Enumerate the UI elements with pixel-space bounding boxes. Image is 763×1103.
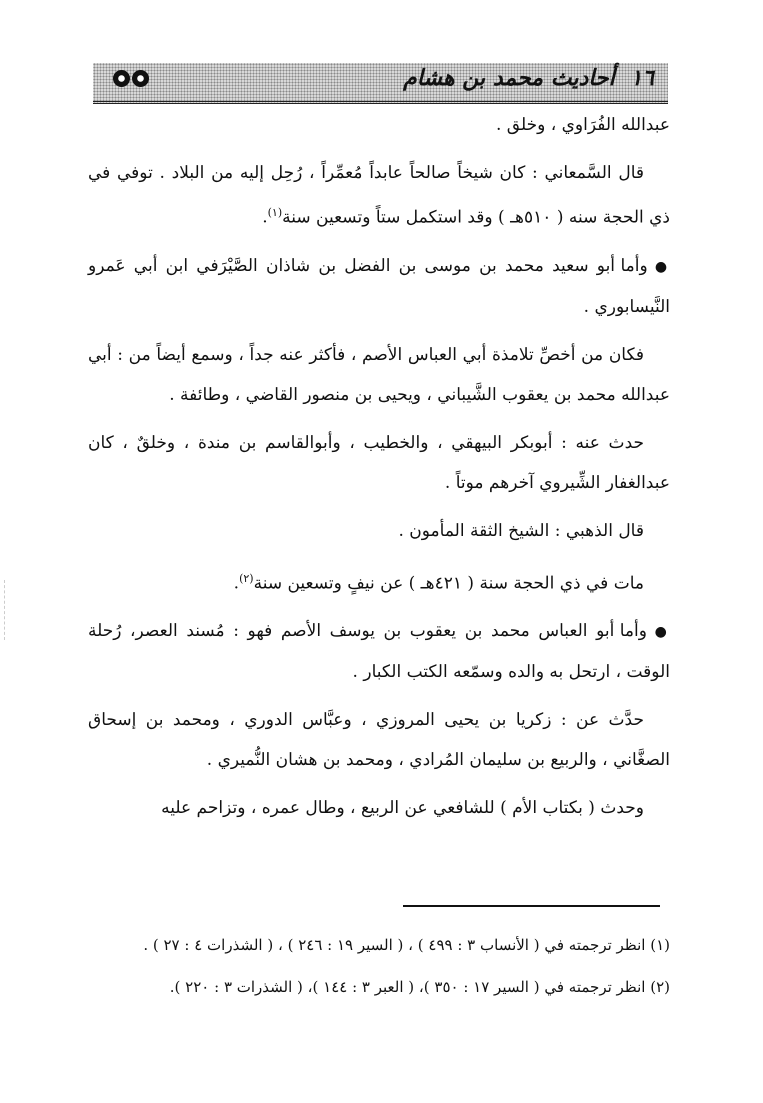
ornament-circle-icon xyxy=(113,70,130,87)
paragraph: حدث عنه : أبوبكر البيهقي ، والخطيب ، وأبوالقاسم بن مندة ، وخلقٌ ، كان عبدالغفار الشِّيروي آخرهم موتاً . xyxy=(88,432,670,493)
header-ornament-icon xyxy=(113,70,149,87)
book-title: أحاديث محمد بن هشام xyxy=(403,66,615,91)
paragraph: قال السَّمعاني : كان شيخاً صالحاً عابداً مُعمِّراً ، رُحِل إليه من البلاد . توفي في ذي الحجة سنه ( ٥١٠هـ ) وقد استكمل ستاً وتسعين سنة$^{(١)}$. xyxy=(88,163,670,228)
paragraph-text: قال السَّمعاني : كان شيخاً صالحاً عابداً مُعمِّراً ، رُحِل إليه من البلاد . توفي في ذي الحجة سنه ( ٥١٠هـ ) وقد استكمل ستاً وتسعين سنة xyxy=(88,163,670,228)
paragraph: ● وأما أبو العباس محمد بن يعقوب بن يوسف الأصم فهو : مُسند العصر، رُحلة الوقت ، ارتحل به والده وسمّعه الكتب الكبار . xyxy=(88,611,670,692)
paragraph: وحدث ( بكتاب الأم ) للشافعي عن الربيع ، وطال عمره ، وتزاحم عليه xyxy=(161,798,644,819)
paragraph: مات في ذي الحجة سنة ( ٤٢١هـ ) عن نيفٍ وتسعين سنة$^{(٢)}$. xyxy=(233,571,644,594)
paragraph: ● وأما أبو سعيد محمد بن موسى بن الفضل بن شاذان الصَّيْرَفي ابن أبي عَمرو النَّيسابوري . xyxy=(88,246,670,327)
header-title-group xyxy=(403,66,654,91)
footnote-mark: (٢) xyxy=(239,571,254,585)
page-number: ١٦ xyxy=(630,66,654,91)
paragraph-text: مات في ذي الحجة سنة ( ٤٢١هـ ) عن نيفٍ وتسعين سنة xyxy=(253,573,644,594)
paragraph: فكان من أخصِّ تلامذة أبي العباس الأصم ، فأكثر عنه جداً ، وسمع أيضاً من : أبي عبدالله محمد بن يعقوب الشَّيباني ، ويحيى بن منصور القاضي ، وطائفة . xyxy=(88,344,670,405)
paragraph: قال الذهبي : الشيخ الثقة المأمون . xyxy=(398,520,644,541)
footnote-mark: (١) xyxy=(267,206,283,219)
paragraph: عبدالله الفُرَاوي ، وخلق . xyxy=(496,115,670,135)
footnote-separator xyxy=(403,905,660,907)
ornament-circle-icon xyxy=(132,70,149,87)
footnote: (١) انظر ترجمته في ( الأنساب ٣ : ٤٩٩ ) ، ( السير ١٩ : ٢٤٦ ) ، ( الشذرات ٤ : ٢٧ ) . xyxy=(143,936,670,954)
footnote: (٢) انظر ترجمته في ( السير ١٧ : ٣٥٠ )، ( العبر ٣ : ١٤٤ )، ( الشذرات ٣ : ٢٢٠ ). xyxy=(169,978,670,996)
margin-line xyxy=(4,580,5,640)
running-header xyxy=(93,63,668,104)
main-text xyxy=(88,105,670,836)
paragraph: حدَّث عن : زكريا بن يحيى المروزي ، وعبَّاس الدوري ، ومحمد بن إسحاق الصغَّاني ، والربيع بن سليمان المُرادي ، ومحمد بن هشان النُّميري . xyxy=(88,710,670,771)
footnotes xyxy=(88,926,670,1010)
